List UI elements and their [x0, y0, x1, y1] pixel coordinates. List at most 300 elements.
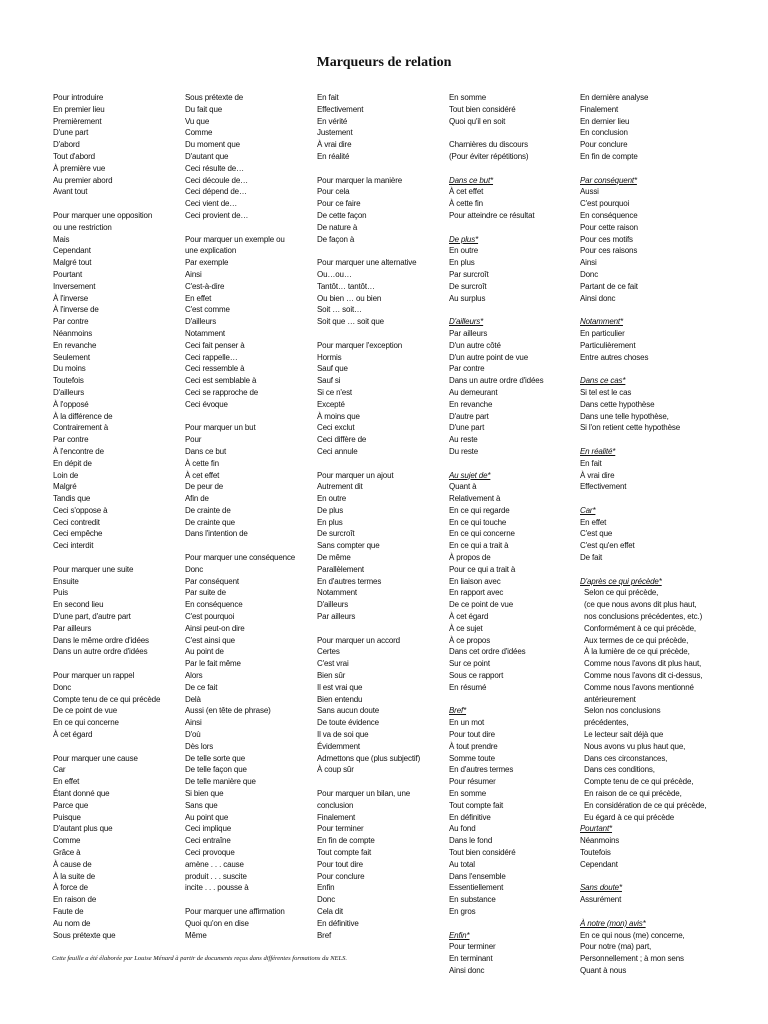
list-item: Aux termes de ce qui précède, [584, 635, 689, 645]
list-item: Entre autres choses [580, 352, 649, 362]
list-item: nos conclusions précédentes, etc.) [584, 612, 703, 622]
list-item: Ceci provoque [185, 848, 235, 857]
list-item: En réalité [317, 151, 350, 161]
list-item: À cet égard [53, 730, 93, 740]
list-item: Dans cette hypothèse [580, 399, 655, 409]
list-item: Personnellement ; à mon sens [580, 954, 684, 964]
list-item: En ce qui concerne [449, 529, 515, 539]
list-item: Tout bien considéré [449, 848, 516, 857]
list-item: Relativement à [449, 494, 501, 504]
list-item: Bien entendu [317, 694, 363, 704]
list-item: Premièrement [53, 116, 102, 126]
list-item: Ainsi peut-on dire [185, 623, 245, 633]
list-item: Bref [317, 930, 332, 940]
section-heading: D'après ce qui précède* [580, 576, 662, 586]
list-item: Au reste [449, 435, 478, 445]
list-item: En effet [53, 777, 80, 787]
list-item: En second lieu [53, 600, 104, 610]
list-item: Donc [580, 269, 599, 279]
list-item: Puisque [53, 812, 81, 822]
list-item: Justement [317, 128, 353, 138]
list-item: D'ailleurs [185, 317, 217, 327]
list-item: En somme [449, 789, 487, 799]
list-item: En d'autres termes [317, 576, 382, 586]
list-item: Ceci interdit [53, 541, 94, 551]
list-item: De fait [580, 553, 603, 563]
list-item: C'est pourquoi [185, 612, 235, 622]
list-item: D'où [185, 730, 201, 740]
list-item: Toutefois [580, 848, 611, 857]
list-item: Pour ces motifs [580, 234, 633, 244]
column-5 [580, 92, 706, 977]
list-item: Ceci contredit [53, 517, 100, 527]
list-item: Tout compte fait [449, 800, 504, 810]
list-item: Compte tenu de ce qui précède [53, 694, 161, 704]
list-item: Par contre [53, 435, 89, 445]
list-item: En ce qui touche [449, 517, 507, 527]
list-item: En ce qui concerne [53, 718, 119, 728]
list-item: Ensuite [53, 576, 79, 586]
footer-note: Cette feuille a été élaborée par Louise Ménard à partir de documents reçus dans différentes formations du NELS. [52, 955, 347, 962]
list-item: D'abord [53, 140, 80, 150]
list-item: Ceci se rapproche de [185, 387, 259, 397]
list-item: Notamment [317, 588, 357, 598]
list-item: Pour résumer [449, 777, 496, 787]
list-item: Ceci s'oppose à [53, 505, 108, 515]
spacer [317, 245, 420, 257]
list-item: Pour marquer une cause [53, 753, 138, 763]
list-item: Bien sûr [317, 671, 346, 681]
list-item: Pour cette raison [580, 222, 638, 232]
list-item: (ce que nous avons dit plus haut, [584, 600, 697, 610]
list-item: Quant à [449, 482, 477, 492]
section-heading: Dans ce cas* [580, 376, 626, 386]
list-item: À vrai dire [317, 140, 352, 150]
spacer [185, 222, 295, 234]
section-heading: D'ailleurs* [449, 317, 484, 327]
list-item: Pour marquer un accord [317, 635, 400, 645]
list-item: Pour marquer une affirmation [185, 906, 285, 916]
list-item: Pour cela [317, 187, 350, 197]
spacer [317, 458, 420, 470]
list-item: Évidemment [317, 741, 360, 751]
list-item: D'ailleurs [53, 387, 85, 397]
list-item: Tout bien considéré [449, 104, 516, 114]
spacer [53, 552, 160, 564]
spacer [317, 163, 420, 175]
list-item: Pourtant [53, 269, 83, 279]
list-item: Au premier abord [53, 175, 113, 185]
list-item: Dans un autre ordre d'idées [53, 647, 148, 657]
list-item: D'autre part [449, 411, 489, 421]
list-item: Sans aucun doute [317, 706, 380, 716]
list-item: À ce sujet [449, 623, 483, 633]
section-heading: De plus* [449, 234, 479, 244]
list-item: Donc [317, 895, 336, 905]
list-item: Ceci est semblable à [185, 376, 257, 386]
list-item: Néanmoins [580, 836, 620, 846]
spacer [317, 776, 420, 788]
list-item: Même [185, 930, 207, 940]
list-item: Ceci vient de… [185, 199, 238, 209]
list-item: Quoi qu'il en soit [449, 116, 506, 126]
list-item: En terminant [449, 954, 493, 964]
list-item: Notamment [185, 328, 225, 338]
list-item: Sauf que [317, 364, 348, 374]
list-item: Il est vrai que [317, 682, 363, 692]
list-item: De façon à [317, 234, 355, 244]
list-item: Ceci découle de… [185, 175, 248, 185]
list-item: À cet effet [449, 187, 484, 197]
list-item: Inversement [53, 281, 96, 291]
list-item: Pour marquer un ajout [317, 470, 394, 480]
column-3 [317, 92, 420, 941]
list-item: D'une part [449, 423, 485, 433]
section-heading: Par conséquent* [580, 175, 637, 185]
spacer [580, 493, 706, 505]
list-item: Aussi [580, 187, 599, 197]
list-item: En effet [185, 293, 212, 303]
list-item: une explication [185, 246, 237, 256]
list-item: En fait [317, 93, 339, 102]
list-item: Pour marquer un rappel [53, 671, 135, 681]
list-item: De ce point de vue [449, 600, 514, 610]
list-item: Malgré [53, 482, 77, 492]
list-item: En dépit de [53, 458, 92, 468]
list-item: Autrement dit [317, 482, 363, 492]
section-heading: Car* [580, 505, 596, 515]
list-item: D'autant que [185, 151, 229, 161]
list-item: Pour atteindre ce résultat [449, 210, 535, 220]
list-item: Avant tout [53, 187, 88, 197]
list-item: D'autant plus que [53, 824, 113, 834]
list-item: En fin de compte [580, 151, 638, 161]
list-item: Par le fait même [185, 659, 241, 669]
list-item: Par ailleurs [53, 623, 92, 633]
list-item: Pour marquer une alternative [317, 258, 417, 268]
list-item: À la suite de [53, 871, 96, 881]
list-item: Pour tout dire [449, 730, 495, 740]
list-item: De toute évidence [317, 718, 379, 728]
list-item: C'est comme [185, 305, 230, 315]
list-item: À l'opposé [53, 399, 89, 409]
list-item: Cependant [580, 859, 618, 869]
list-item: Sans compter que [317, 541, 380, 551]
list-item: Pour notre (ma) part, [580, 942, 652, 952]
list-item: En revanche [449, 399, 493, 409]
list-item: Ceci provient de… [185, 210, 249, 220]
list-item: Ceci empêche [53, 529, 103, 539]
list-item: Nous avons vu plus haut que, [584, 741, 686, 751]
list-item: En substance [449, 895, 496, 905]
list-item: Essentiellement [449, 883, 504, 893]
spacer [580, 304, 706, 316]
list-item: En fait [580, 458, 602, 468]
list-item: À cet effet [185, 470, 220, 480]
list-item: Assurément [580, 895, 622, 905]
list-item: De crainte que [185, 517, 235, 527]
list-item: Compte tenu de ce qui précède, [584, 777, 694, 787]
list-item: Certes [317, 647, 340, 657]
list-item: Dans cet ordre d'idées [449, 647, 526, 657]
list-item: Donc [185, 564, 204, 574]
list-item: Ceci rappelle… [185, 352, 238, 362]
list-item: Loin de [53, 470, 79, 480]
list-item: En définitive [317, 918, 359, 928]
list-item: Finalement [317, 812, 356, 822]
list-item: C'est qu'en effet [580, 541, 635, 551]
list-item: C'est que [580, 529, 613, 539]
list-item: Dans un autre ordre d'idées [449, 376, 544, 386]
list-item: D'une part, d'autre part [53, 612, 131, 622]
list-item: De plus [317, 505, 344, 515]
list-item: Le lecteur sait déjà que [584, 730, 664, 740]
list-item: Pour marquer une conséquence [185, 553, 296, 563]
list-item: Ainsi donc [580, 293, 616, 303]
list-item: Mais [53, 234, 70, 244]
list-item: Pour terminer [317, 824, 364, 834]
list-item: Conformément à ce qui précède, [584, 623, 697, 633]
list-item: Au point que [185, 812, 229, 822]
list-item: Hormis [317, 352, 342, 362]
list-item: Soit … soit… [317, 305, 362, 315]
list-item: À cause de [53, 859, 92, 869]
list-item: À vrai dire [580, 470, 615, 480]
list-item: Par exemple [185, 258, 229, 268]
list-item: Ceci ressemble à [185, 364, 245, 374]
list-item: Du moins [53, 364, 86, 374]
spacer [449, 163, 543, 175]
list-item: Ceci dépend de… [185, 187, 247, 197]
list-item: En plus [317, 517, 343, 527]
list-item: Pour introduire [53, 93, 104, 102]
list-item: Effectivement [580, 482, 627, 492]
list-item: Alors [185, 671, 203, 681]
list-item: En dernier lieu [580, 116, 630, 126]
list-item: Du reste [449, 446, 479, 456]
list-item: Afin de [185, 494, 209, 504]
list-item: Pour marquer une opposition [53, 210, 153, 220]
spacer [449, 918, 543, 930]
list-item: En particulier [580, 328, 625, 338]
list-item: À cet égard [449, 612, 489, 622]
list-item: Puis [53, 588, 68, 598]
list-item: Pour terminer [449, 942, 496, 952]
list-item: Pour marquer une suite [53, 564, 134, 574]
list-item: En gros [449, 906, 476, 916]
list-item: ou une restriction [53, 222, 112, 232]
list-item: En définitive [449, 812, 491, 822]
list-item: Dans une telle hypothèse, [580, 411, 669, 421]
list-item: Par contre [53, 317, 89, 327]
list-item: En conséquence [185, 600, 243, 610]
list-item: Dans le même ordre d'idées [53, 635, 149, 645]
list-item: Excepté [317, 399, 345, 409]
list-item: Ainsi [185, 269, 202, 279]
list-item: En ce qui regarde [449, 505, 510, 515]
list-item: D'ailleurs [317, 600, 349, 610]
list-item: À propos de [449, 553, 491, 563]
list-item: Sous prétexte de [185, 93, 244, 102]
list-item: Pour ces raisons [580, 246, 638, 256]
list-item: Comme nous l'avons dit ci-dessus, [584, 671, 703, 681]
list-item: Par ailleurs [317, 612, 356, 622]
column-1 [53, 92, 160, 941]
list-item: En conséquence [580, 210, 638, 220]
list-item: En raison de ce qui précède, [584, 789, 682, 799]
list-item: Ainsi donc [449, 965, 485, 975]
spacer [580, 564, 706, 576]
list-item: Ceci entraîne [185, 836, 231, 846]
list-item: Par ailleurs [449, 328, 488, 338]
list-item: Tout d'abord [53, 151, 95, 161]
list-item: Finalement [580, 104, 619, 114]
list-item: Sur ce point [449, 659, 490, 669]
spacer [317, 623, 420, 635]
page-title: Marqueurs de relation [316, 55, 452, 70]
spacer [185, 894, 295, 906]
list-item: Pour conclure [580, 140, 628, 150]
list-item: Ou…ou… [317, 269, 352, 279]
list-item: Ceci exclut [317, 423, 355, 433]
list-item: Pour marquer un exemple ou [185, 234, 285, 244]
list-item: Soit que … soit que [317, 317, 384, 327]
list-item: Ceci résulte de… [185, 163, 244, 173]
list-item: De telle manière que [185, 777, 256, 787]
list-item: Pour conclure [317, 871, 365, 881]
list-item: Faute de [53, 906, 84, 916]
list-item: Toutefois [53, 376, 84, 386]
spacer [580, 871, 706, 883]
list-item: En effet [580, 517, 607, 527]
section-heading: Au sujet de* [449, 470, 491, 480]
list-item: Pour marquer un but [185, 423, 256, 433]
list-item: Comme nous l'avons dit plus haut, [584, 659, 702, 669]
list-item: En résumé [449, 682, 487, 692]
list-item: Delà [185, 694, 201, 704]
column-2 [185, 92, 295, 941]
list-item: produit . . . suscite [185, 871, 247, 881]
list-item: Sauf si [317, 376, 341, 386]
spacer [580, 163, 706, 175]
spacer [580, 434, 706, 446]
list-item: En considération de ce qui précède, [584, 800, 707, 810]
list-item: Si bien que [185, 789, 224, 799]
list-item: C'est ainsi que [185, 635, 235, 645]
list-item: Pour ce faire [317, 199, 361, 209]
list-item: En outre [449, 246, 479, 256]
list-item: Donc [53, 682, 72, 692]
list-item: En plus [449, 258, 475, 268]
list-item: Parallèlement [317, 564, 364, 574]
list-item: En premier lieu [53, 104, 105, 114]
list-item: Dès lors [185, 741, 214, 751]
list-item: Pour tout dire [317, 859, 363, 869]
list-item: Contrairement à [53, 423, 109, 433]
list-item: Comme [185, 128, 213, 138]
list-item: Ou bien … ou bien [317, 293, 382, 303]
list-item: À cette fin [449, 199, 483, 209]
section-heading: Notamment* [580, 317, 623, 327]
spacer [449, 694, 543, 706]
list-item: De nature à [317, 222, 358, 232]
list-item: À l'encontre de [53, 446, 104, 456]
list-item: Pour ce qui a trait à [449, 564, 516, 574]
list-item: Cependant [53, 246, 91, 256]
list-item: De telle sorte que [185, 753, 246, 763]
section-heading: En réalité* [580, 446, 616, 456]
list-item: D'une part [53, 128, 89, 138]
list-item: Au nom de [53, 918, 91, 928]
spacer [53, 658, 160, 670]
list-item: Étant donné que [53, 789, 110, 799]
list-item: précédentes, [584, 718, 629, 728]
section-heading: Dans ce but* [449, 175, 494, 185]
list-item: En dernière analyse [580, 93, 649, 102]
list-item: Quant à nous [580, 965, 627, 975]
list-item: Quoi qu'on en dise [185, 918, 249, 928]
list-item: Sans que [185, 800, 218, 810]
list-item: conclusion [317, 800, 354, 810]
list-item: D'un autre point de vue [449, 352, 529, 362]
list-item: À moins que [317, 411, 360, 421]
spacer [449, 304, 543, 316]
list-item: Tout compte fait [317, 848, 372, 857]
list-item: En somme [449, 93, 487, 102]
list-item: Ceci implique [185, 824, 232, 834]
section-heading: Enfin* [449, 930, 470, 940]
list-item: Si ce n'est [317, 387, 353, 397]
list-item: Ceci diffère de [317, 435, 367, 445]
list-item: Eu égard à ce qui précède [584, 812, 675, 822]
list-item: À ce propos [449, 635, 491, 645]
list-item: Selon ce qui précède, [584, 588, 659, 598]
list-item: Cela dit [317, 906, 343, 916]
list-item: À coup sûr [317, 765, 354, 775]
list-item: Ceci fait penser à [185, 340, 245, 350]
list-item: Par conséquent [185, 576, 239, 586]
list-item: Selon nos conclusions [584, 706, 661, 716]
list-item: Au point de [185, 647, 224, 657]
list-item: antérieurement [584, 694, 636, 704]
list-item: Dans l'intention de [185, 529, 248, 539]
list-item: Charnières du discours [449, 140, 528, 150]
list-item: Au demeurant [449, 387, 498, 397]
list-item: Ceci annule [317, 446, 358, 456]
list-item: Dans l'ensemble [449, 871, 506, 881]
list-item: En ce qui nous (me) concerne, [580, 930, 685, 940]
list-item: (Pour éviter répétitions) [449, 151, 529, 161]
list-item: De cette façon [317, 210, 367, 220]
list-item: Ainsi [185, 718, 202, 728]
list-item: Dans ces conditions, [584, 765, 655, 775]
list-item: Somme toute [449, 753, 495, 763]
list-item: En vérité [317, 116, 348, 126]
list-item: Comme nous l'avons mentionné [584, 682, 694, 692]
list-item: À la lumière de ce qui précède, [584, 647, 690, 657]
list-item: À l'inverse [53, 293, 89, 303]
list-item: Si tel est le cas [580, 387, 632, 397]
list-item: À force de [53, 883, 88, 893]
list-item: De crainte de [185, 505, 231, 515]
list-item: De ce point de vue [53, 706, 118, 716]
list-item: incite . . . pousse à [185, 883, 249, 893]
list-item: Tantôt… tantôt… [317, 281, 375, 291]
list-item: Dans ces circonstances, [584, 753, 668, 763]
list-item: C'est-à-dire [185, 281, 225, 291]
list-item: En un mot [449, 718, 485, 728]
list-item: En conclusion [580, 128, 628, 138]
